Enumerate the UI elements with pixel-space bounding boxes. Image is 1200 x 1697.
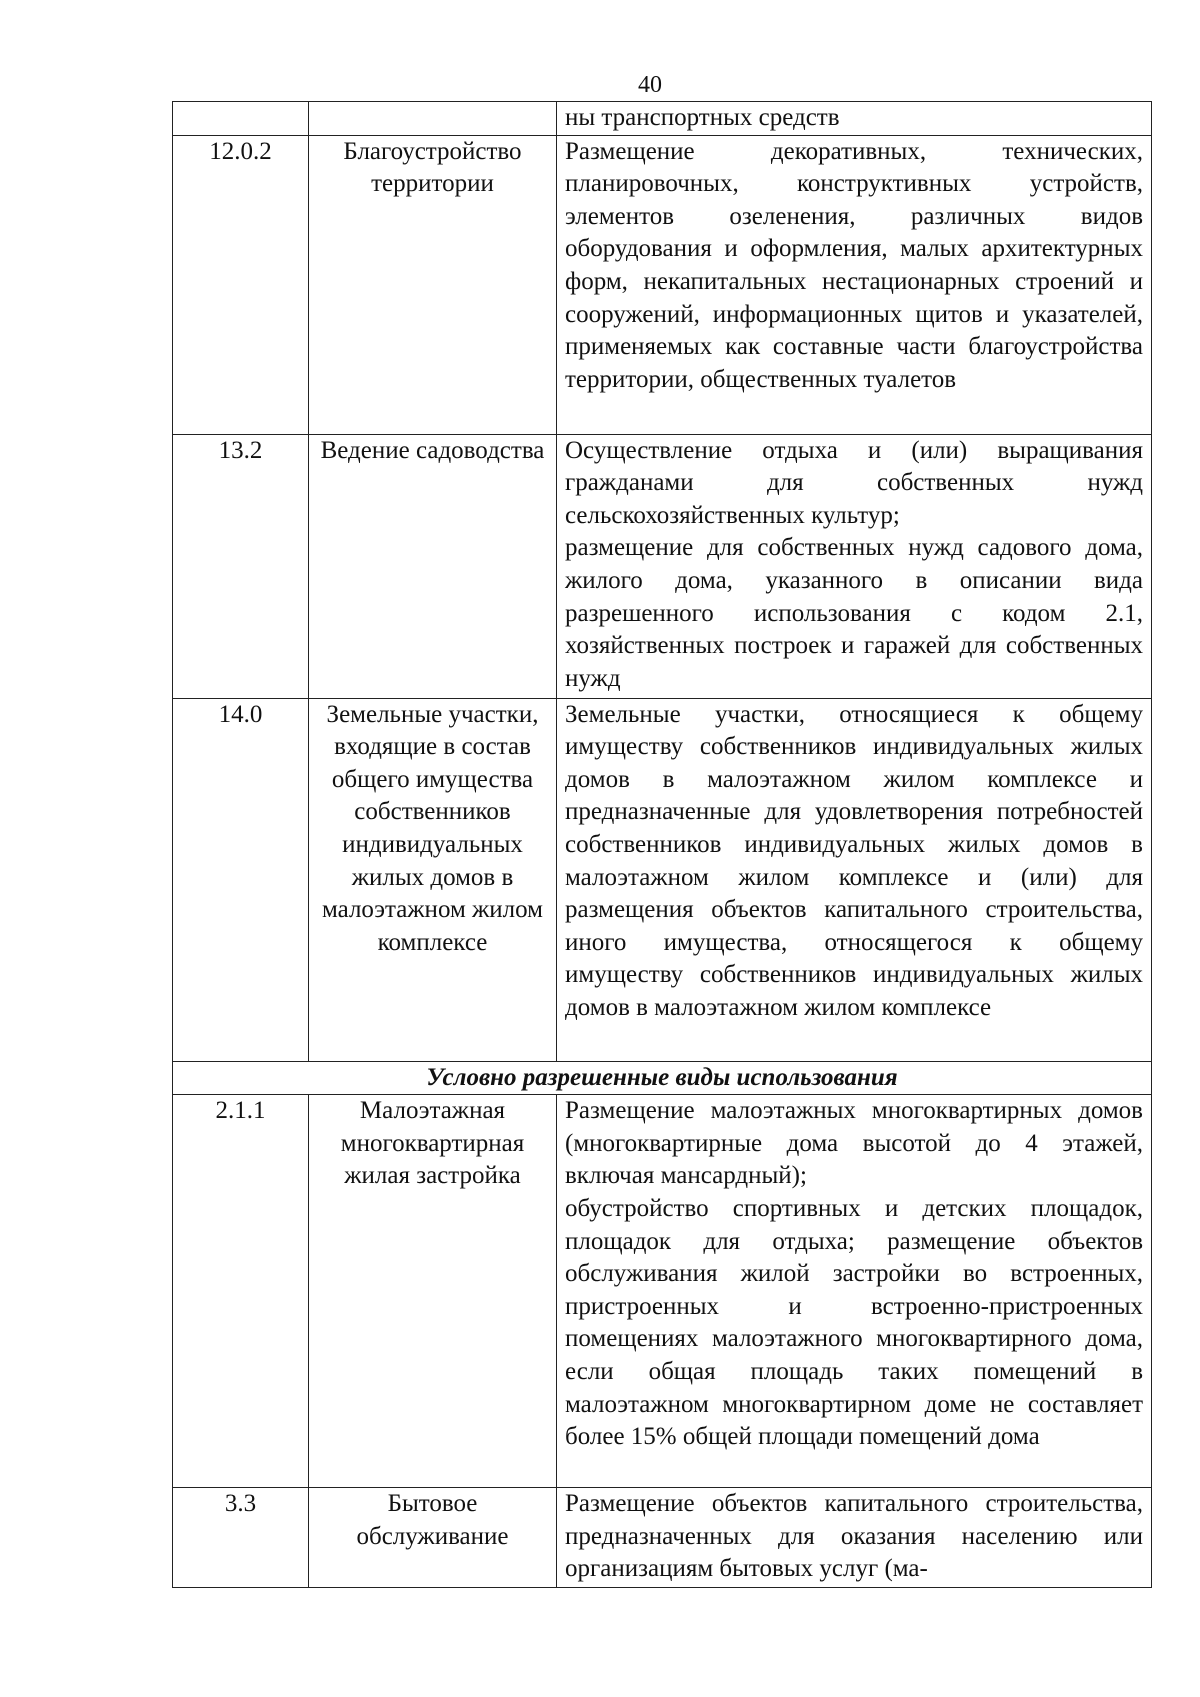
table-row — [173, 698, 1152, 1061]
description-paragraph: Земельные участки, относящиеся к общему имуществу собственников индивидуальных жилых домов в малоэтажном жилом комплексе и предназначенные для удовлетворения потребностей собственников индивидуальных жилых домов в малоэтажном жилом комплексе и (или) для размещения объектов капитального строительства, иного имущества, относящегося к общему имуществу собственников индивидуальных жилых домов в малоэтажном жилом комплексе — [565, 700, 1143, 1021]
description-paragraph: обустройство спортивных и детских площадок, площадок для отдыха; размещение объектов обслуживания жилой застройки во встроенных, пристроенных и встроенно-пристроенных помещениях малоэтажного многоквартирного дома, если общая площадь таких помещений в малоэтажном многоквартирном доме не составляет более 15% общей площади помещений дома — [565, 1194, 1143, 1451]
row-description — [557, 698, 1152, 1061]
row-name: Земельные участки, входящие в состав общего имущества собственников индивидуальных жилых домов в малоэтажном жилом комплексе — [309, 698, 557, 1061]
description-paragraph: размещение для собственных нужд садового дома, жилого дома, указанного в описании вида разрешенного использования с кодом 2.1, хозяйственных построек и гаражей для собственных нужд — [565, 534, 1143, 692]
row-description — [557, 1095, 1152, 1488]
table-row — [173, 135, 1152, 434]
row-name: Малоэтажная многоквартирная жилая застройка — [309, 1095, 557, 1488]
row-description — [557, 102, 1152, 136]
section-row — [173, 1061, 1152, 1095]
row-code: 2.1.1 — [173, 1095, 309, 1488]
row-code — [173, 102, 309, 136]
row-code: 14.0 — [173, 698, 309, 1061]
table-row — [173, 434, 1152, 698]
table-row — [173, 1488, 1152, 1588]
row-name: Ведение садоводства — [309, 434, 557, 698]
row-description — [557, 1488, 1152, 1588]
row-code: 13.2 — [173, 434, 309, 698]
section-title: Условно разрешенные виды использования — [173, 1061, 1152, 1095]
table-row — [173, 102, 1152, 136]
row-code: 3.3 — [173, 1488, 309, 1588]
table-row — [173, 1095, 1152, 1488]
description-paragraph: Размещение объектов капитального строительства, предназначенных для оказания населению или организациям бытовых услуг (ма- — [565, 1490, 1143, 1583]
land-use-table — [172, 101, 1152, 1588]
row-description — [557, 135, 1152, 434]
row-name — [309, 102, 557, 136]
row-code: 12.0.2 — [173, 135, 309, 434]
row-description — [557, 434, 1152, 698]
page-number: 40 — [638, 72, 662, 98]
description-paragraph: Размещение декоративных, технических, планировочных, конструктивных устройств, элементов озеленения, различных видов оборудования и оформления, малых архитектурных форм, некапитальных нестационарных строений и сооружений, информационных щитов и указателей, применяемых как составные части благоустройства территории, общественных туалетов — [565, 137, 1143, 393]
description-paragraph: Размещение малоэтажных многоквартирных домов (многоквартирные дома высотой до 4 этажей, включая мансардный); — [565, 1097, 1143, 1190]
description-paragraph: Осуществление отдыха и (или) выращивания гражданами для собственных нужд сельскохозяйственных культур; — [565, 436, 1143, 529]
row-name: Бытовое обслуживание — [309, 1488, 557, 1588]
description-paragraph: ны транспортных средств — [565, 104, 840, 131]
row-name: Благоустройство территории — [309, 135, 557, 434]
